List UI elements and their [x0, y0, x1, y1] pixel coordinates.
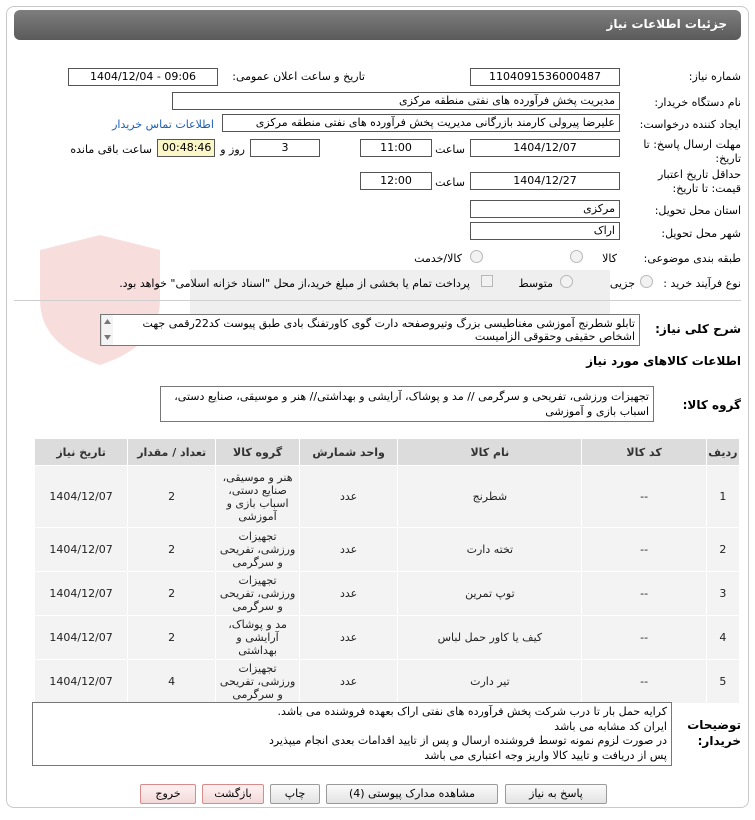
city-field[interactable]: اراک	[470, 222, 620, 240]
cell-row: 5	[706, 660, 739, 704]
page-title: جزئیات اطلاعات نیاز	[606, 17, 727, 31]
goods-group-label: گروه کالا:	[682, 398, 741, 412]
validity-time-label: ساعت	[435, 176, 465, 189]
cell-qty: 2	[128, 528, 216, 572]
deadline-label: مهلت ارسال پاسخ: تا	[643, 138, 741, 151]
cell-qty: 2	[128, 616, 216, 660]
cell-row: 2	[706, 528, 739, 572]
cell-qty: 2	[128, 572, 216, 616]
cell-date: 1404/12/07	[35, 466, 128, 528]
category-goods-service-radio[interactable]	[470, 250, 483, 263]
col-name: نام کالا	[398, 439, 582, 466]
notes-label-2: خریدار:	[697, 734, 741, 748]
process-medium-label: متوسط	[518, 277, 553, 290]
col-qty: تعداد / مقدار	[128, 439, 216, 466]
description-text: تابلو شطرنج آموزشی مغناطیسی بزرگ وتیروصفحه دارت گوی کاورتفنگ بادی طبق پیوست کد22رقمی جهت اشخاص حقیقی وحقوقی الزامیست	[142, 317, 635, 343]
cell-unit: عدد	[299, 466, 397, 528]
cell-group: مد و پوشاک، آرایشی و بهداشتی	[216, 616, 300, 660]
notes-line: ایران کد مشابه می باشد	[554, 719, 667, 733]
validity-label: حداقل تاریخ اعتبار	[657, 168, 741, 181]
scroll-arrows-icon	[102, 315, 113, 345]
description-label: شرح کلی نیاز:	[655, 322, 741, 336]
cell-row: 1	[706, 466, 739, 528]
notes-line: پس از دریافت و تایید کالا واریز وجه اعتباری می باشد	[424, 748, 667, 762]
deadline-time-field[interactable]: 11:00	[360, 139, 432, 157]
category-label: طبقه بندی موضوعی:	[643, 252, 741, 265]
view-attachments-button[interactable]: مشاهده مدارک پیوستی (4)	[326, 784, 498, 804]
cell-date: 1404/12/07	[35, 660, 128, 704]
treasury-note: پرداخت تمام یا بخشی از مبلغ خرید،از محل "اسناد خزانه اسلامی" خواهد بود.	[119, 277, 470, 290]
buyer-label: نام دستگاه خریدار:	[654, 96, 741, 109]
announce-label: تاریخ و ساعت اعلان عمومی:	[232, 70, 365, 83]
col-date: تاریخ نیاز	[35, 439, 128, 466]
city-label: شهر محل تحویل:	[661, 227, 741, 240]
col-row: ردیف	[706, 439, 739, 466]
cell-row: 3	[706, 572, 739, 616]
cell-unit: عدد	[299, 660, 397, 704]
table-row[interactable]	[35, 616, 740, 660]
deadline-label-2: تاریخ:	[715, 152, 741, 165]
days-field[interactable]: 3	[250, 139, 320, 157]
cell-group: هنر و موسیقی، صنایع دستی، اسباب بازی و آموزشی	[216, 466, 300, 528]
cell-code: --	[582, 572, 706, 616]
need-number-label: شماره نیاز:	[688, 70, 741, 83]
cell-row: 4	[706, 616, 739, 660]
cell-date: 1404/12/07	[35, 528, 128, 572]
creator-field[interactable]: علیرضا پیرولی کارمند بازرگانی مدیریت پخش فرآورده های نفتی منطقه مرکزی	[222, 114, 620, 132]
table-row[interactable]	[35, 572, 740, 616]
validity-time-field[interactable]: 12:00	[360, 172, 432, 190]
cell-code: --	[582, 660, 706, 704]
description-textarea[interactable]	[100, 314, 640, 346]
table-row[interactable]	[35, 528, 740, 572]
cell-name: کیف یا کاور حمل لباس	[398, 616, 582, 660]
goods-section-title: اطلاعات کالاهای مورد نیاز	[586, 354, 741, 368]
reply-button[interactable]: پاسخ به نیاز	[505, 784, 607, 804]
treasury-checkbox[interactable]	[481, 275, 493, 287]
remaining-time-field: 00:48:46	[157, 139, 215, 157]
cell-date: 1404/12/07	[35, 572, 128, 616]
description-scrollbar[interactable]	[101, 315, 113, 345]
process-label: نوع فرآیند خرید :	[663, 277, 741, 290]
cell-name: تخته دارت	[398, 528, 582, 572]
cell-unit: عدد	[299, 528, 397, 572]
cell-code: --	[582, 466, 706, 528]
category-goods-service-label: کالا/خدمت	[414, 252, 462, 265]
deadline-time-label: ساعت	[435, 143, 465, 156]
cell-date: 1404/12/07	[35, 616, 128, 660]
province-label: استان محل تحویل:	[654, 204, 741, 217]
process-medium-radio[interactable]	[560, 275, 573, 288]
items-table	[34, 438, 740, 704]
category-goods-label: کالا	[602, 252, 617, 265]
print-button[interactable]: چاپ	[270, 784, 320, 804]
notes-label: توضیحات	[687, 718, 741, 732]
col-code: کد کالا	[582, 439, 706, 466]
process-minor-label: جزیی	[609, 277, 635, 290]
page-header	[14, 10, 741, 40]
cell-name: توپ تمرین	[398, 572, 582, 616]
process-minor-radio[interactable]	[640, 275, 653, 288]
divider	[14, 300, 741, 301]
table-header-row	[35, 439, 740, 466]
validity-date-field[interactable]: 1404/12/27	[470, 172, 620, 190]
table-row[interactable]	[35, 660, 740, 704]
deadline-date-field[interactable]: 1404/12/07	[470, 139, 620, 157]
cell-name: تیر دارت	[398, 660, 582, 704]
remaining-label: ساعت باقی مانده	[70, 143, 152, 156]
cell-name: شطرنج	[398, 466, 582, 528]
cell-unit: عدد	[299, 572, 397, 616]
goods-group-text: تجهیزات ورزشی، تفریحی و سرگرمی // مد و پوشاک، آرایشی و بهداشتی// هنر و موسیقی، صنایع دستی، اسباب بازی و آموزشی	[174, 390, 649, 418]
validity-label-2: قیمت: تا تاریخ:	[672, 182, 741, 195]
contact-buyer-link[interactable]: اطلاعات تماس خریدار	[112, 118, 214, 131]
cell-unit: عدد	[299, 616, 397, 660]
cell-group: تجهیزات ورزشی، تفریحی و سرگرمی	[216, 660, 300, 704]
col-unit: واحد شمارش	[299, 439, 397, 466]
cell-qty: 2	[128, 466, 216, 528]
creator-label: ایجاد کننده درخواست:	[639, 118, 741, 131]
exit-button[interactable]: خروج	[140, 784, 196, 804]
cell-group: تجهیزات ورزشی، تفریحی و سرگرمی	[216, 528, 300, 572]
notes-textarea[interactable]	[32, 702, 672, 766]
notes-line: کرایه حمل بار تا درب شرکت پخش فرآورده های نفتی اراک بعهده فروشنده می باشد.	[277, 705, 667, 718]
notes-line: در صورت لزوم نمونه توسط فروشنده ارسال و پس از تایید اقدامات بعدی انجام میپذیرد	[268, 734, 667, 747]
buyer-field[interactable]: مدیریت پخش فرآورده های نفتی منطقه مرکزی	[172, 92, 620, 110]
goods-group-textarea[interactable]	[160, 386, 654, 422]
province-field[interactable]: مرکزی	[470, 200, 620, 218]
cell-code: --	[582, 616, 706, 660]
cell-qty: 4	[128, 660, 216, 704]
cell-group: تجهیزات ورزشی، تفریحی و سرگرمی	[216, 572, 300, 616]
table-row[interactable]	[35, 466, 740, 528]
announce-field[interactable]: 1404/12/04 - 09:06	[68, 68, 218, 86]
category-goods-radio[interactable]	[570, 250, 583, 263]
need-number-field[interactable]: 1104091536000487	[470, 68, 620, 86]
back-button[interactable]: بازگشت	[202, 784, 264, 804]
col-group: گروه کالا	[216, 439, 300, 466]
days-label: روز و	[220, 143, 245, 156]
cell-code: --	[582, 528, 706, 572]
